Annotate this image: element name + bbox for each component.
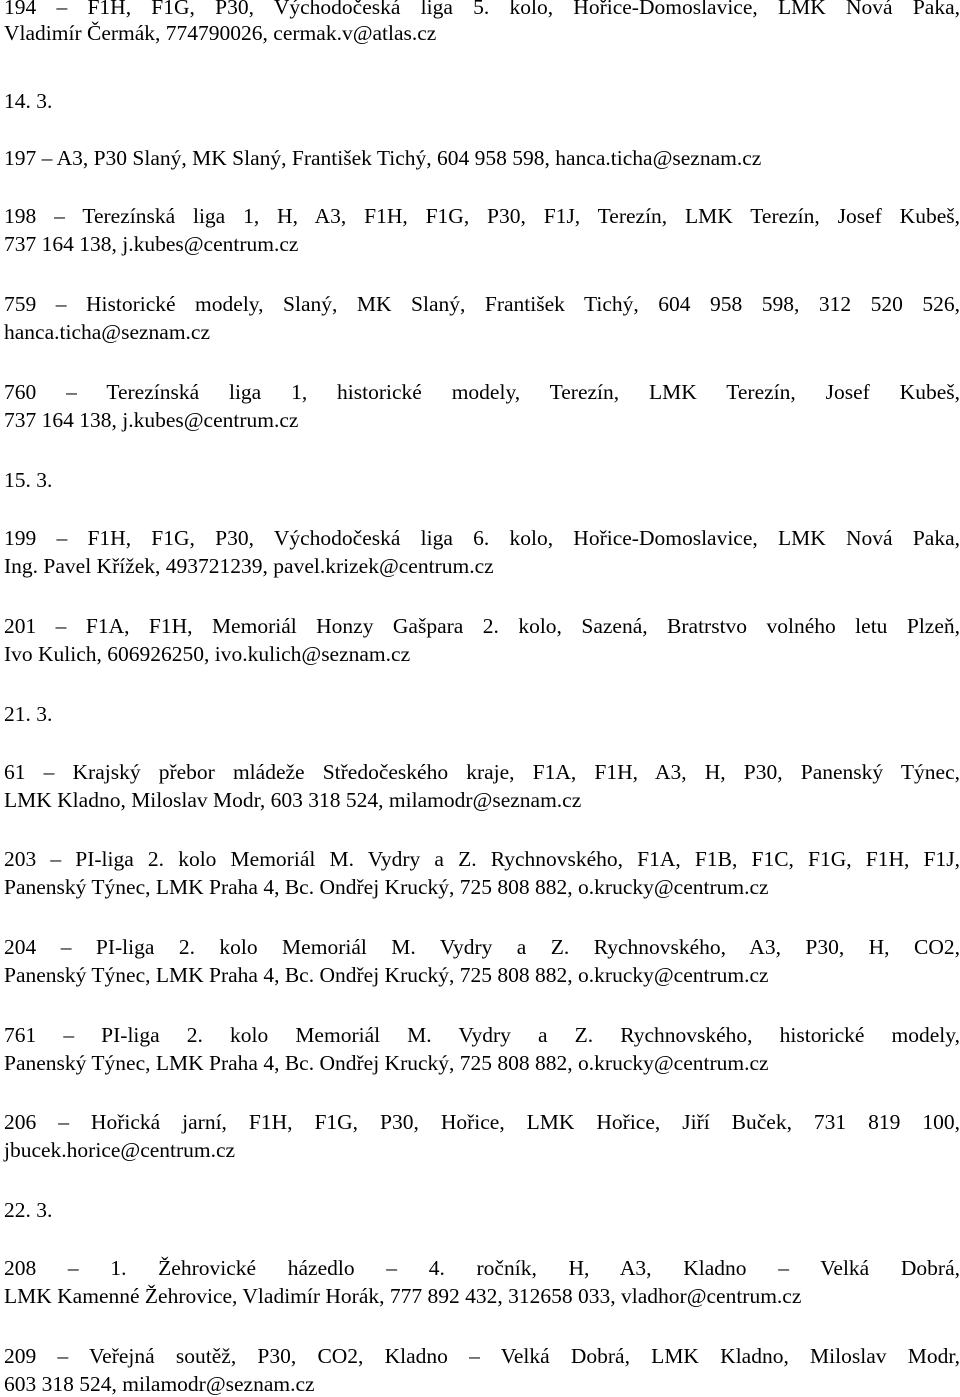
entry-198-line-2: 737 164 138, j.kubes@centrum.cz: [4, 232, 299, 256]
entry-761-line-1: 761 – PI-liga 2. kolo Memoriál M. Vydry a Z. Rychnovského, historické modely,: [4, 1023, 960, 1047]
entry-209-line-1: 209 – Veřejná soutěž, P30, CO2, Kladno – Velká Dobrá, LMK Kladno, Miloslav Modr,: [4, 1344, 960, 1368]
entry-208-line-1: 208 – 1. Žehrovické házedlo – 4. ročník, H, A3, Kladno – Velká Dobrá,: [4, 1256, 960, 1280]
entry-761-line-2: Panenský Týnec, LMK Praha 4, Bc. Ondřej Krucký, 725 808 882, o.krucky@centrum.cz: [4, 1051, 769, 1075]
entry-209-line-2: 603 318 524, milamodr@seznam.cz: [4, 1372, 315, 1396]
entry-61-line-2: LMK Kladno, Miloslav Modr, 603 318 524, milamodr@seznam.cz: [4, 788, 582, 812]
entry-206-line-2: jbucek.horice@centrum.cz: [4, 1138, 236, 1162]
entry-199-line-1: 199 – F1H, F1G, P30, Východočeská liga 6. kolo, Hořice-Domoslavice, LMK Nová Paka,: [4, 526, 960, 550]
date-heading-15-3: 15. 3.: [4, 468, 53, 492]
entry-61-line-1: 61 – Krajský přebor mládeže Středočeského kraje, F1A, F1H, A3, H, P30, Panenský Týnec,: [4, 760, 960, 784]
entry-201-line-1: 201 – F1A, F1H, Memoriál Honzy Gašpara 2. kolo, Sazená, Bratrstvo volného letu Plzeň,: [4, 614, 960, 638]
entry-194-line-1: 194 – F1H, F1G, P30, Východočeská liga 5. kolo, Hořice-Domoslavice, LMK Nová Paka,: [4, 0, 960, 19]
entry-204-line-1: 204 – PI-liga 2. kolo Memoriál M. Vydry a Z. Rychnovského, A3, P30, H, CO2,: [4, 935, 960, 959]
entry-760-line-2: 737 164 138, j.kubes@centrum.cz: [4, 408, 299, 432]
date-heading-14-3: 14. 3.: [4, 89, 53, 113]
entry-199-line-2: Ing. Pavel Křížek, 493721239, pavel.krizek@centrum.cz: [4, 554, 494, 578]
entry-760-line-1: 760 – Terezínská liga 1, historické modely, Terezín, LMK Terezín, Josef Kubeš,: [4, 380, 960, 404]
entry-759-line-2: hanca.ticha@seznam.cz: [4, 320, 211, 344]
entry-208-line-2: LMK Kamenné Žehrovice, Vladimír Horák, 777 892 432, 312658 033, vladhor@centrum.cz: [4, 1284, 802, 1308]
entry-759-line-1: 759 – Historické modely, Slaný, MK Slaný, František Tichý, 604 958 598, 312 520 526,: [4, 292, 960, 316]
entry-197-line-1: 197 – A3, P30 Slaný, MK Slaný, František Tichý, 604 958 598, hanca.ticha@seznam.cz: [4, 146, 762, 170]
entry-194-line-2: Vladimír Čermák, 774790026, cermak.v@atlas.cz: [4, 21, 437, 45]
entry-206-line-1: 206 – Hořická jarní, F1H, F1G, P30, Hořice, LMK Hořice, Jiří Buček, 731 819 100,: [4, 1110, 960, 1134]
date-heading-21-3: 21. 3.: [4, 702, 53, 726]
entry-201-line-2: Ivo Kulich, 606926250, ivo.kulich@seznam.cz: [4, 642, 411, 666]
entry-204-line-2: Panenský Týnec, LMK Praha 4, Bc. Ondřej Krucký, 725 808 882, o.krucky@centrum.cz: [4, 963, 769, 987]
entry-198-line-1: 198 – Terezínská liga 1, H, A3, F1H, F1G, P30, F1J, Terezín, LMK Terezín, Josef Kubeš,: [4, 204, 960, 228]
entry-203-line-2: Panenský Týnec, LMK Praha 4, Bc. Ondřej Krucký, 725 808 882, o.krucky@centrum.cz: [4, 875, 769, 899]
entry-203-line-1: 203 – PI-liga 2. kolo Memoriál M. Vydry a Z. Rychnovského, F1A, F1B, F1C, F1G, F1H, F1J,: [4, 847, 960, 871]
date-heading-22-3: 22. 3.: [4, 1198, 53, 1222]
